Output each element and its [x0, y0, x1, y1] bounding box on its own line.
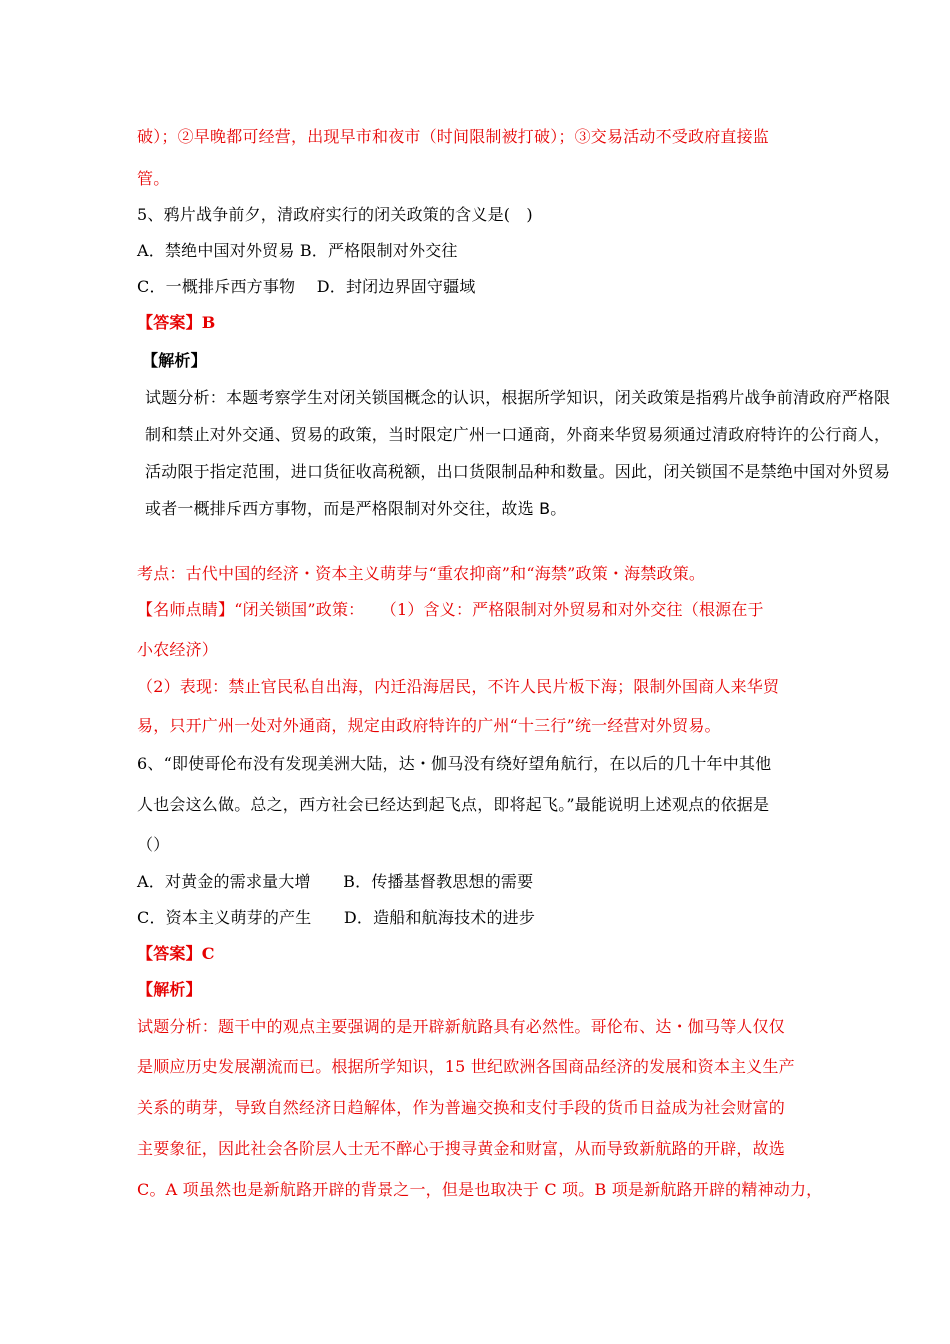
- question-5-analysis-line-1: 试题分析：本题考察学生对闭关锁国概念的认识，根据所学知识，闭关政策是指鸦片战争前清政府严格限: [145, 388, 891, 407]
- question-6-analysis-line-4: 主要象征，因此社会各阶层人士无不醉心于搜寻黄金和财富，从而导致新航路的开辟，故选: [137, 1139, 786, 1158]
- question-5-mingshi-line-2: 小农经济）: [137, 640, 219, 659]
- question-6-stem-line-1: 6、“即使哥伦布没有发现美洲大陆，达・伽马没有绕好望角航行，在以后的几十年中其他: [137, 754, 772, 773]
- question-6-analysis-heading: 【解析】: [137, 980, 202, 999]
- question-5-mingshi-line-1: 【名师点睛】“闭关锁国”政策： （1）含义：严格限制对外贸易和对外交往（根源在于: [137, 600, 764, 619]
- question-5-options-ab: A．禁绝中国对外贸易 B．严格限制对外交往: [137, 241, 458, 260]
- continuation-line-1: 破）；②早晚都可经营，出现早市和夜市（时间限制被打破）；③交易活动不受政府直接监: [137, 127, 770, 146]
- question-6-options-cd: C．资本主义萌芽的产生 D．造船和航海技术的进步: [137, 908, 536, 927]
- continuation-line-2: 管。: [137, 169, 170, 188]
- question-6-stem-line-2: 人也会这么做。总之，西方社会已经达到起飞点，即将起飞。”最能说明上述观点的依据是: [137, 795, 770, 814]
- question-6-stem-line-3: （）: [137, 835, 170, 854]
- question-6-options-ab: A．对黄金的需求量大增 B．传播基督教思想的需要: [137, 872, 534, 891]
- question-5-mingshi-line-3: （2）表现：禁止官民私自出海，内迁沿海居民，不许人民片板下海；限制外国商人来华贸: [137, 677, 780, 696]
- question-5-stem: 5、鸦片战争前夕，清政府实行的闭关政策的含义是( ): [137, 205, 533, 224]
- question-5-kaodian: 考点：古代中国的经济・资本主义萌芽与“重农抑商”和“海禁”政策・海禁政策。: [137, 564, 706, 583]
- question-6-analysis-line-1: 试题分析：题干中的观点主要强调的是开辟新航路具有必然性。哥伦布、达・伽马等人仅仅: [137, 1017, 786, 1036]
- question-5-options-cd: C．一概排斥西方事物 D．封闭边界固守疆域: [137, 277, 476, 296]
- question-5-analysis-line-4: 或者一概排斥西方事物，而是严格限制对外交往，故选 B。: [145, 499, 567, 518]
- question-6-answer: 【答案】C: [137, 944, 215, 963]
- question-5-answer: 【答案】B: [137, 313, 216, 332]
- question-5-analysis-line-2: 制和禁止对外交通、贸易的政策，当时限定广州一口通商，外商来华贸易须通过清政府特许的公行商人，: [145, 425, 891, 444]
- question-6-analysis-line-3: 关系的萌芽，导致自然经济日趋解体，作为普遍交换和支付手段的货币日益成为社会财富的: [137, 1098, 786, 1117]
- question-5-mingshi-line-4: 易，只开广州一处对外通商，规定由政府特许的广州“十三行”统一经营对外贸易。: [137, 716, 721, 735]
- question-6-analysis-line-5: C。A 项虽然也是新航路开辟的背景之一，但是也取决于 C 项。B 项是新航路开辟的精神动力，: [137, 1180, 823, 1199]
- question-6-analysis-line-2: 是顺应历史发展潮流而已。根据所学知识，15 世纪欧洲各国商品经济的发展和资本主义生产: [137, 1057, 795, 1076]
- question-5-analysis-line-3: 活动限于指定范围，进口货征收高税额，出口货限制品种和数量。因此，闭关锁国不是禁绝中国对外贸易: [145, 462, 891, 481]
- question-5-analysis-heading: 【解析】: [142, 351, 207, 370]
